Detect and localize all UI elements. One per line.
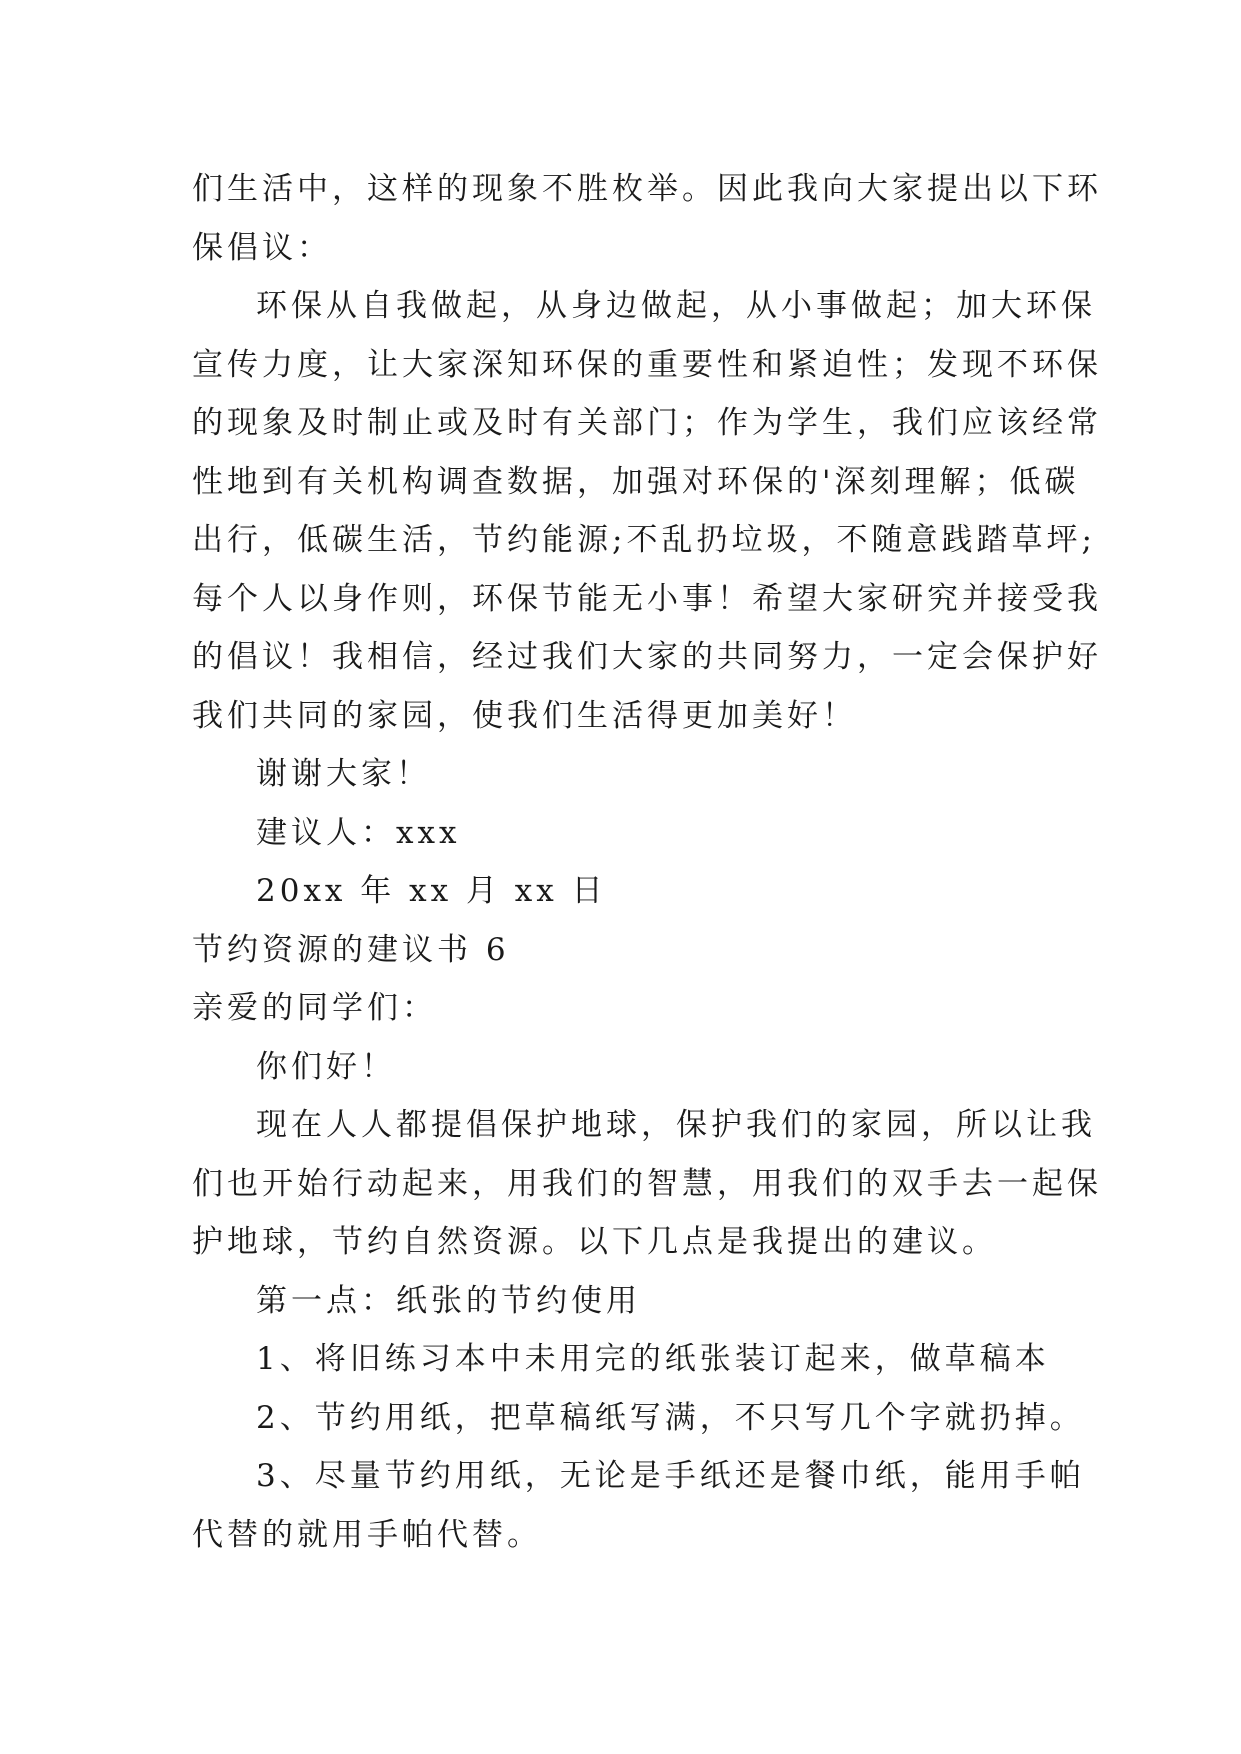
text-line: 们生活中，这样的现象不胜枚举。因此我向大家提出以下环 xyxy=(192,171,1102,207)
text-line: 护地球，节约自然资源。以下几点是我提出的建议。 xyxy=(192,1224,997,1260)
text-line: 的倡议！我相信，经过我们大家的共同努力，一定会保护好 xyxy=(192,639,1102,675)
text-line: 性地到有关机构调查数据，加强对环保的'深刻理解；低碳 xyxy=(192,463,1080,500)
list-item: 1、将旧练习本中未用完的纸张装订起来，做草稿本 xyxy=(256,1341,1050,1377)
document-body xyxy=(192,160,1102,1564)
date-line: 20xx 年 xx 月 xx 日 xyxy=(256,873,607,909)
closing-thanks: 谢谢大家！ xyxy=(256,756,431,792)
text-line: 代替的就用手帕代替。 xyxy=(192,1516,542,1553)
paragraph-start-line: 环保从自我做起，从身边做起，从小事做起；加大环保 xyxy=(256,288,1096,324)
paragraph-start-line: 现在人人都提倡保护地球，保护我们的家园，所以让我 xyxy=(256,1107,1096,1143)
text-line: 宣传力度，让大家深知环保的重要性和紧迫性；发现不环保 xyxy=(192,346,1102,383)
greeting: 你们好！ xyxy=(256,1048,396,1085)
list-item: 2、节约用纸，把草稿纸写满，不只写几个字就扔掉。 xyxy=(256,1399,1085,1436)
text-line: 们也开始行动起来，用我们的智慧，用我们的双手去一起保 xyxy=(192,1165,1102,1202)
proposer-line: 建议人：xxx xyxy=(256,814,461,851)
text-line: 我们共同的家园，使我们生活得更加美好！ xyxy=(192,697,857,734)
section-title: 节约资源的建议书 6 xyxy=(192,931,510,968)
list-item: 3、尽量节约用纸，无论是手纸还是餐巾纸，能用手帕 xyxy=(256,1458,1085,1494)
text-line: 出行，低碳生活，节约能源;不乱扔垃圾，不随意践踏草坪; xyxy=(192,522,1096,558)
text-line: 每个人以身作则，环保节能无小事！希望大家研究并接受我 xyxy=(192,580,1102,617)
point-heading: 第一点：纸张的节约使用 xyxy=(256,1282,641,1319)
salutation: 亲爱的同学们： xyxy=(192,990,437,1026)
text-line: 的现象及时制止或及时有关部门；作为学生，我们应该经常 xyxy=(192,405,1102,441)
text-line: 保倡议： xyxy=(192,229,332,266)
